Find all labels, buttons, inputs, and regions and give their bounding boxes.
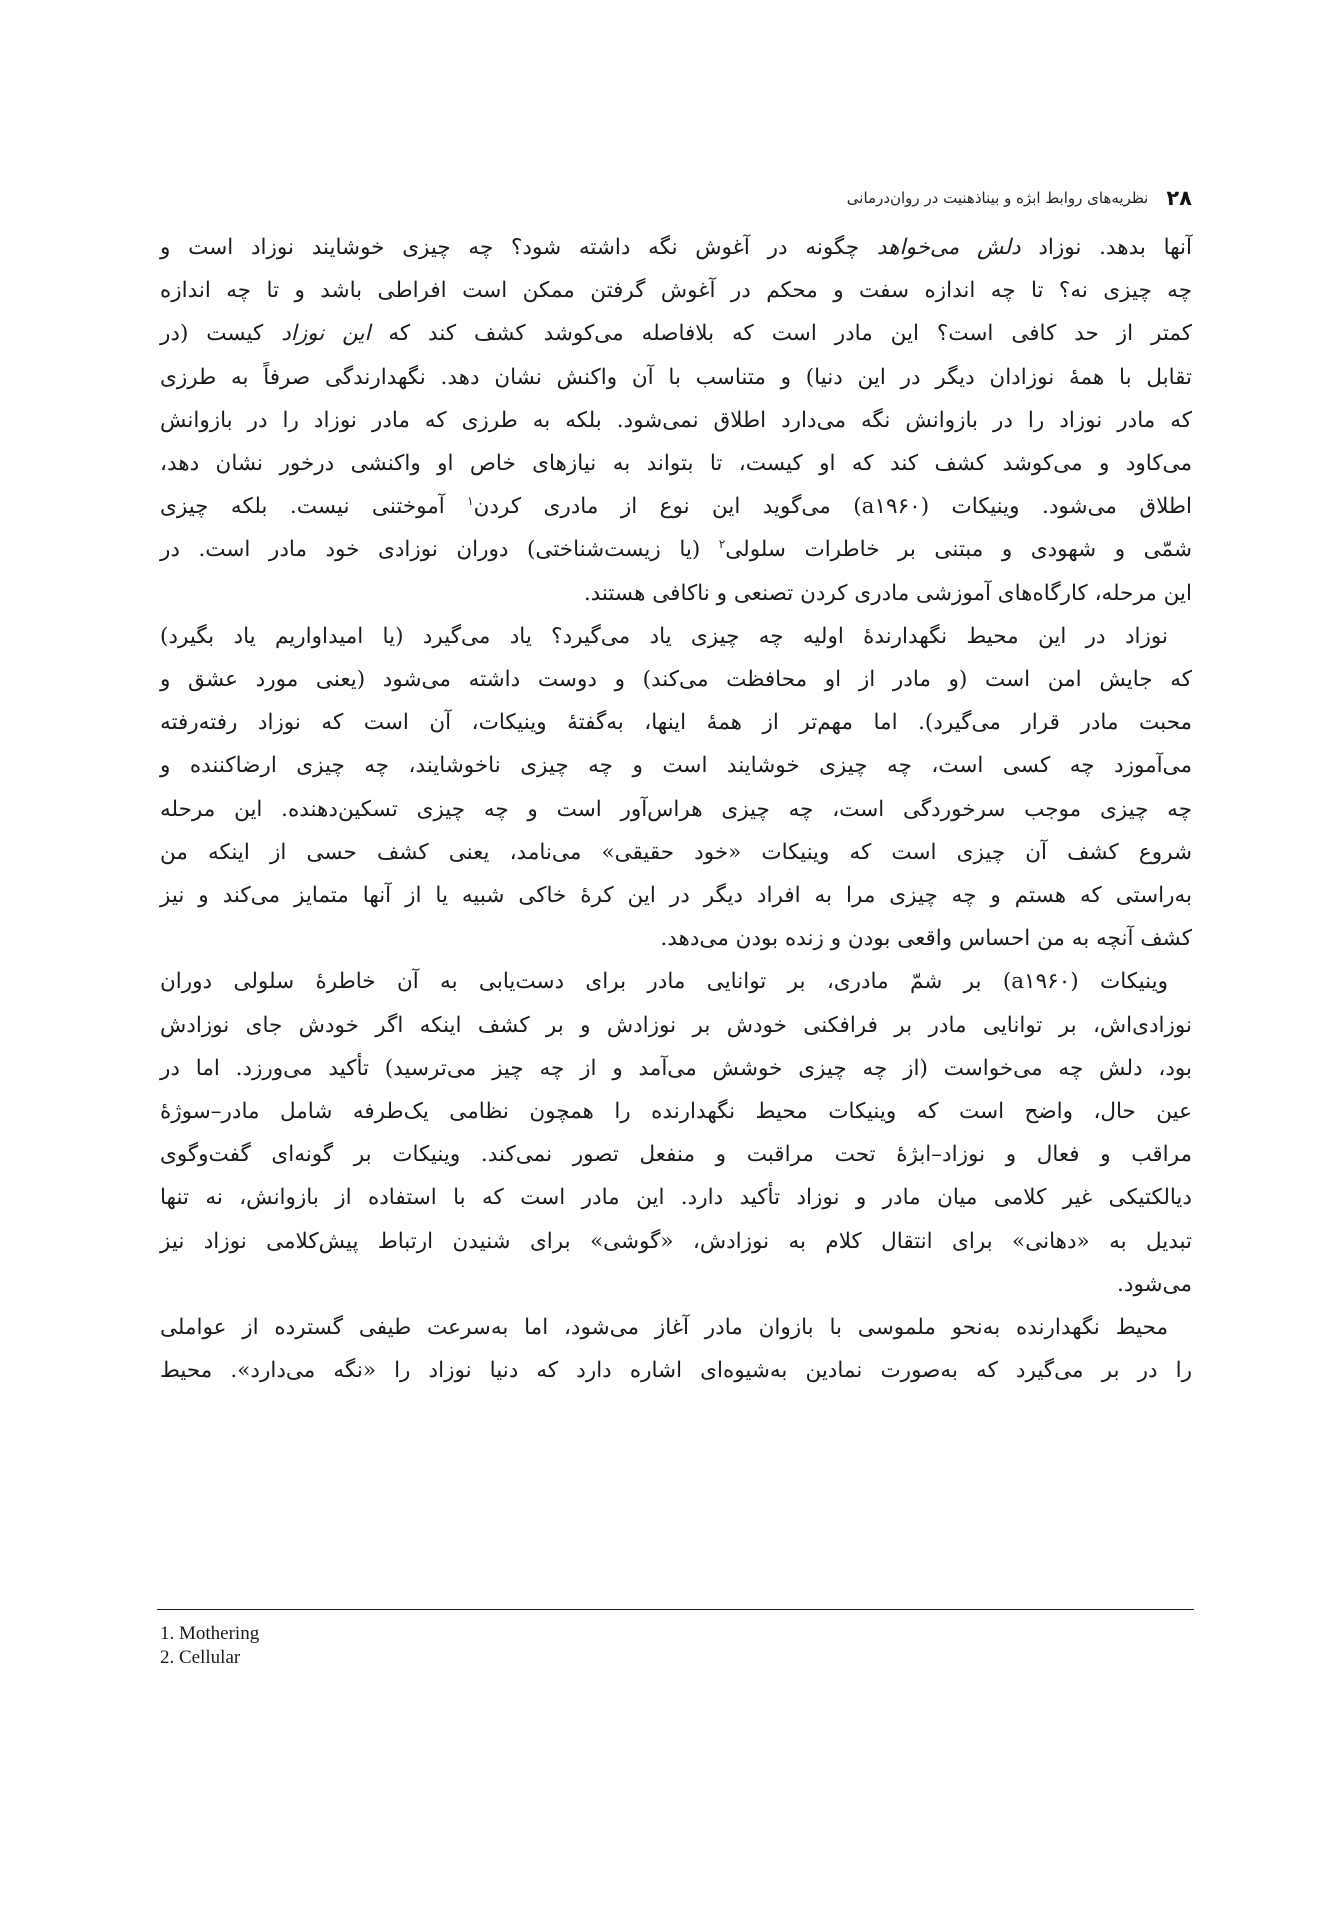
- text-line: می‌شود.: [1117, 1271, 1192, 1297]
- text-line: به‌راستی که هستم و چه چیزی مرا به افراد دیگر در این کرهٔ خاکی شبیه یا از آنها متمایز می‌کند و نیز: [160, 883, 1192, 909]
- text-line: مراقب و فعال و نوزاد–ابژهٔ تحت مراقبت و منفعل تصور نمی‌کند. وینیکات بر گونه‌ای گفت‌وگوی: [160, 1142, 1192, 1168]
- footnote-divider: [157, 1609, 1194, 1610]
- running-title: نظریه‌های روابط ابژه و بیناذهنیت در روان‌درمانی: [846, 189, 1149, 207]
- text-run: (یا زیست‌شناختی) دوران نوزادی خود مادر است. در: [159, 537, 719, 563]
- text-line: دیالکتیکی غیر کلامی میان مادر و نوزاد تأکید دارد. این مادر است که با استفاده از بازوانش، نه تنها: [160, 1185, 1192, 1211]
- paragraph: [160, 615, 1192, 961]
- text-line: چه چیزی موجب سرخوردگی است، چه چیزی هراس‌آور است و چه چیزی تسکین‌دهنده. این مرحله: [160, 796, 1192, 822]
- text-line: محبت مادر قرار می‌گیرد). اما مهم‌تر از همهٔ اینها، به‌گفتهٔ وینیکات، آن است که نوزاد رفته‌رفته: [160, 710, 1192, 736]
- footnote-ref: ۱: [467, 494, 474, 509]
- text-line: بود، دلش چه می‌خواست (از چه چیزی خوشش می‌آمد و از چه چیز می‌ترسید) تأکید می‌ورزد. اما در: [160, 1055, 1192, 1081]
- text-line: وینیکات (a۱۹۶۰) بر شمّ مادری، بر توانایی مادر برای دست‌یابی به آن خاطرهٔ سلولی دوران: [160, 969, 1168, 995]
- text-line: [160, 528, 1192, 571]
- text-run: کیست (در: [160, 321, 282, 347]
- text-line: را در بر می‌گیرد که به‌صورت نمادین به‌شیوه‌ای اشاره دارد که دنیا نوزاد را «نگه می‌دارد». محیط: [160, 1358, 1192, 1384]
- text-line: می‌کاود و می‌کوشد کشف کند که او کیست، تا بتواند به نیازهای خاص او واکنشی درخور نشان دهد،: [160, 451, 1192, 477]
- text-line: کشف آنچه به من احساس واقعی بودن و زنده بودن می‌دهد.: [660, 926, 1192, 952]
- text-run: کمتر از حد کافی است؟ این مادر است که بلافاصله می‌کوشد کشف کند که: [370, 321, 1192, 347]
- text-line: [160, 485, 1192, 528]
- paragraph: [160, 226, 1192, 615]
- text-line: که مادر نوزاد را در بازوانش نگه می‌دارد اطلاق نمی‌شود. بلکه به طرزی که مادر نوزاد را در بازوانش: [160, 407, 1192, 433]
- text-line: می‌آموزد چه کسی است، چه چیزی خوشایند است و چه چیزی ناخوشایند، چه چیزی ارضاکننده و: [160, 753, 1192, 779]
- paragraph: [160, 960, 1192, 1306]
- footnotes: [160, 1622, 760, 1670]
- text-run: آنها بدهد. نوزاد: [1020, 235, 1192, 260]
- footnote-ref: ۲: [718, 537, 726, 552]
- running-header: [160, 178, 1192, 218]
- italic-phrase: این نوزاد: [281, 321, 371, 347]
- text-line: عین حال، واضح است که وینیکات محیط نگهدارنده را همچون نظامی یک‌طرفه شامل مادر–سوژهٔ: [160, 1099, 1192, 1125]
- text-line: تقابل با همهٔ نوزادان دیگر در این دنیا) و متناسب با آن واکنش نشان دهد. نگهدارندگی صرفاً به طرزی: [160, 364, 1192, 390]
- text-line: [160, 226, 1192, 269]
- text-line: چه چیزی نه؟ تا چه اندازه سفت و محکم در آغوش گرفتن ممکن است افراطی باشد و تا چه اندازه: [160, 278, 1192, 304]
- page-number: ۲۸: [1166, 186, 1192, 210]
- text-line: نوزاد در این محیط نگهدارندهٔ اولیه چه چیزی یاد می‌گیرد؟ یاد می‌گیرد (یا امیداواریم یاد بگیرد): [160, 623, 1168, 649]
- text-line: شروع کشف آن چیزی است که وینیکات «خود حقیقی» می‌نامد، یعنی کشف حسی از اینکه من: [160, 839, 1192, 865]
- text-line: نوزادی‌اش، بر توانایی مادر بر فرافکنی خودش بر نوزادش و بر کشف اینکه اگر خودش جای نوزادش: [160, 1012, 1192, 1038]
- paragraph: [160, 1306, 1192, 1392]
- italic-phrase: دلش می‌خواهد: [876, 235, 1021, 260]
- text-run: آموختنی نیست. بلکه چیزی: [160, 494, 468, 520]
- text-run: چگونه در آغوش نگه داشته شود؟ چه چیزی خوشایند نوزاد است و: [160, 235, 877, 260]
- text-line: این مرحله، کارگاه‌های آموزشی مادری کردن تصنعی و ناکافی هستند.: [583, 580, 1192, 606]
- text-line: تبدیل به «دهانی» برای انتقال کلام به نوزادش، «گوشی» برای شنیدن ارتباط پیش‌کلامی نوزاد نیز: [160, 1228, 1192, 1254]
- text-line: محیط نگهدارنده به‌نحو ملموسی با بازوان مادر آغاز می‌شود، اما به‌سرعت طیفی گسترده از عواملی: [160, 1315, 1168, 1341]
- text-line: که جایش امن است (و مادر از او محافظت می‌کند) و دوست داشته می‌شود (یعنی مورد عشق و: [160, 667, 1192, 693]
- text-run: اطلاق می‌شود. وینیکات (a۱۹۶۰) می‌گوید این نوع از مادری کردن: [473, 494, 1192, 520]
- text-run: شمّی و شهودی و مبتنی بر خاطرات سلولی: [725, 537, 1192, 563]
- footnote-item: 1. Mothering: [160, 1623, 260, 1644]
- text-line: [160, 312, 1192, 355]
- footnote-item: 2. Cellular: [160, 1647, 241, 1668]
- body-text: [160, 226, 1192, 1392]
